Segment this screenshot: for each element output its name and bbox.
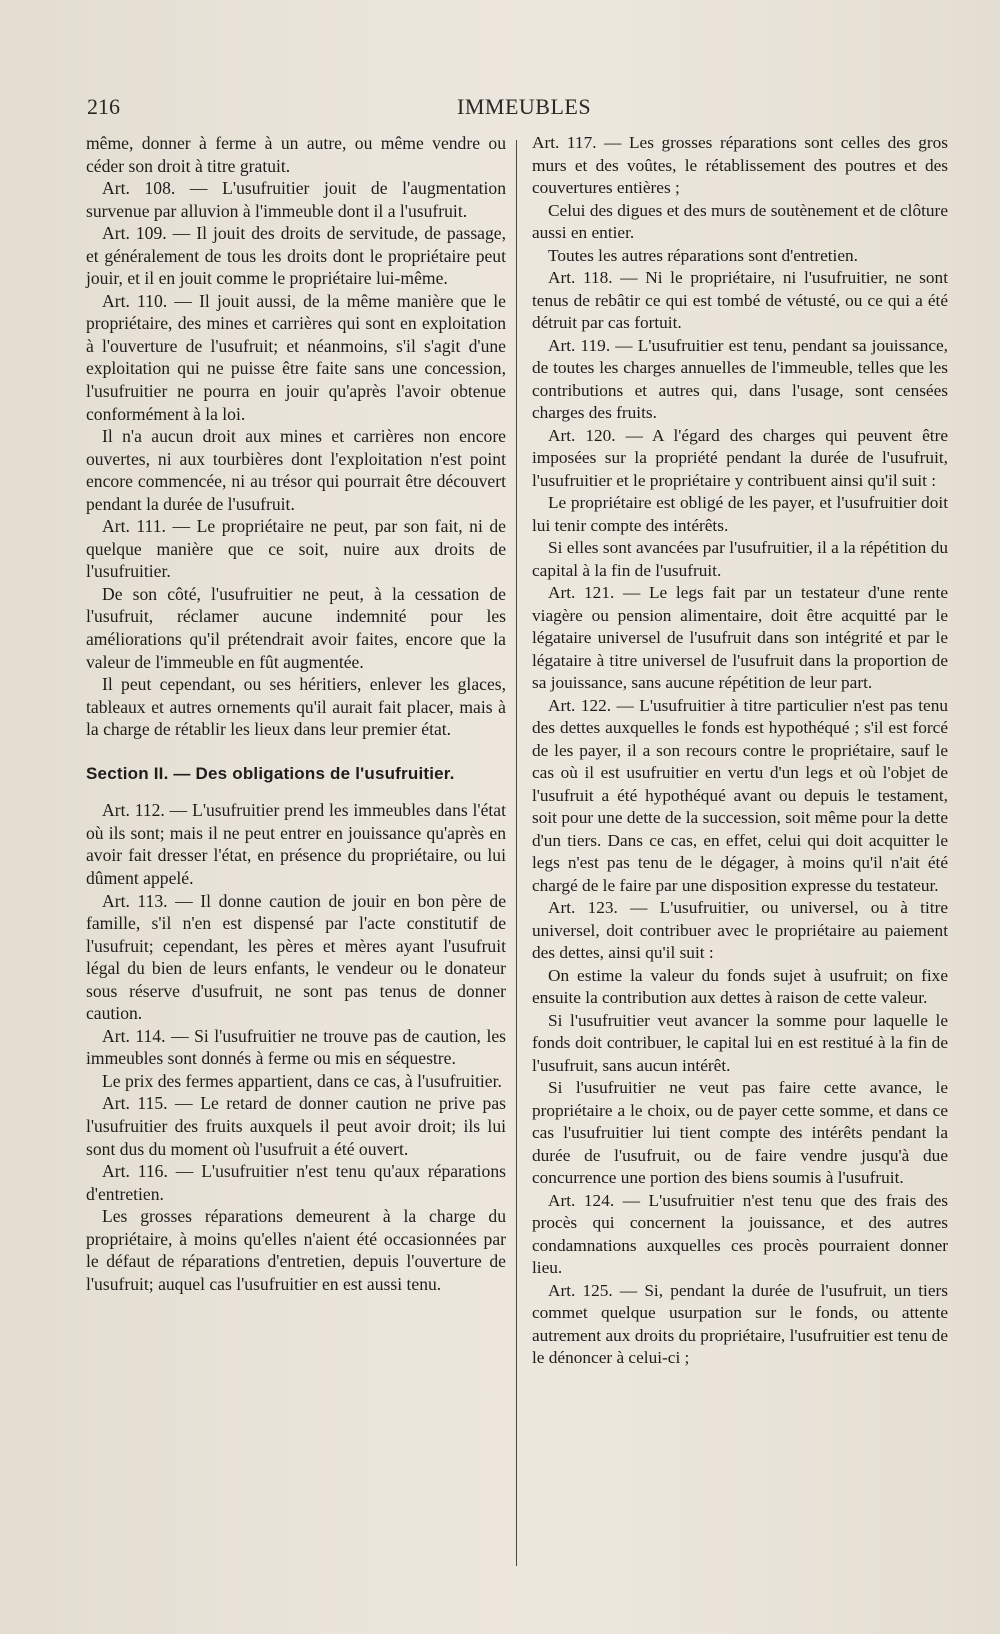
article-111: Art. 111. — Le propriétaire ne peut, par son fait, ni de quelque manière que ce soit, nuire aux droits de l'usufruitier. bbox=[86, 516, 506, 582]
article-118: Art. 118. — Ni le propriétaire, ni l'usufruitier, ne sont tenus de rebâtir ce qui est tombé de vétusté, ou ce qui a été détruit par cas fortuit. bbox=[532, 268, 948, 332]
article-125: Art. 125. — Si, pendant la durée de l'usufruit, un tiers commet quelque usurpation sur le fonds, ou attente autrement aux droits du propriétaire, l'usufruitier est tenu de le dénoncer à celui-ci ; bbox=[532, 1280, 948, 1367]
article-119: Art. 119. — L'usufruitier est tenu, pendant sa jouissance, de toutes les charges annuelles de l'immeuble, telles que les contributions et autres qui, dans l'usage, sont censées charges des fruits. bbox=[532, 335, 948, 422]
paragraph: Le prix des fermes appartient, dans ce cas, à l'usufruitier. bbox=[102, 1070, 502, 1091]
article-113: Art. 113. — Il donne caution de jouir en bon père de famille, s'il n'en est dispensé par l'acte constitutif de l'usufruit; cependant, les pères et mères ayant l'usufruit légal du bien de leurs enfants, le vendeur ou le donateur sous réserve d'usufruit, ne sont pas tenus de donner caution. bbox=[86, 890, 506, 1024]
paragraph: Toutes les autres réparations sont d'entretien. bbox=[548, 245, 858, 265]
article-120: Art. 120. — A l'égard des charges qui peuvent être imposées sur la propriété pendant la durée de l'usufruit, l'usufruitier et le propriétaire y contribuent ainsi qu'il suit : bbox=[532, 425, 948, 490]
paragraph: Si l'usufruitier veut avancer la somme pour laquelle le fonds doit contribuer, le capital lui en est restitué à la fin de l'usufruit, sans aucun intérêt. bbox=[532, 1010, 948, 1075]
article-116: Art. 116. — L'usufruitier n'est tenu qu'aux réparations d'entretien. bbox=[86, 1161, 506, 1204]
paragraph: Il n'a aucun droit aux mines et carrières non encore ouvertes, ni aux tourbières dont l'exploitation n'est point encore commencée, ni au trésor qui pourrait être découvert pendant la durée de l'usufruit. bbox=[86, 426, 506, 514]
section-heading: Section II. — Des obligations de l'usufruitier. bbox=[86, 763, 455, 783]
paragraph: Si elles sont avancées par l'usufruitier, il a la répétition du capital à la fin de l'usufruit. bbox=[532, 538, 948, 580]
article-124: Art. 124. — L'usufruitier n'est tenu que des frais des procès qui concernent la jouissance, et des autres condamnations auxquelles ces procès pourraient donner lieu. bbox=[532, 1190, 948, 1277]
paragraph: Si l'usufruitier ne veut pas faire cette avance, le propriétaire a le choix, ou de payer cette somme, et dans ce cas l'usufruitier lui tient compte des intérêts pendant la durée de l'usufruit, ou de faire vendre jusqu'à due concurrence une portion des biens soumis à l'usufruit. bbox=[532, 1078, 948, 1187]
paragraph: Les grosses réparations demeurent à la charge du propriétaire, à moins qu'elles n'aient été occasionnées par le défaut de réparations d'entretien, depuis l'ouverture de l'usufruit; auquel cas l'usufruitier en est aussi tenu. bbox=[86, 1206, 506, 1294]
page-header bbox=[87, 94, 592, 122]
article-123: Art. 123. — L'usufruitier, ou universel, ou à titre universel, doit contribuer avec le propriétaire au paiement des dettes, ainsi qu'il suit : bbox=[532, 898, 948, 962]
left-column bbox=[86, 132, 506, 1295]
article-114: Art. 114. — Si l'usufruitier ne trouve pas de caution, les immeubles sont donnés à ferme ou mis en séquestre. bbox=[86, 1025, 506, 1069]
article-115: Art. 115. — Le retard de donner caution ne prive pas l'usufruitier des fruits auxquels il peut avoir droit; ils lui sont dus du moment où l'usufruit a été ouvert. bbox=[86, 1093, 506, 1159]
paragraph: On estime la valeur du fonds sujet à usufruit; on fixe ensuite la contribution aux dettes à raison de cette valeur. bbox=[532, 965, 948, 1007]
article-112: Art. 112. — L'usufruitier prend les immeubles dans l'état où ils sont; mais il ne peut entrer en jouissance qu'après en avoir fait dresser l'état, en présence du propriétaire, ou lui dûment appelé. bbox=[86, 800, 506, 888]
article-109: Art. 109. — Il jouit des droits de servitude, de passage, et généralement de tous les droits dont le propriétaire peut jouir, et il en jouit comme le propriétaire lui-même. bbox=[86, 223, 506, 289]
paragraph: Le propriétaire est obligé de les payer, et l'usufruitier doit lui tenir compte des intérêts. bbox=[532, 493, 948, 535]
paragraph: même, donner à ferme à un autre, ou même vendre ou céder son droit à titre gratuit. bbox=[86, 133, 506, 176]
article-122: Art. 122. — L'usufruitier à titre particulier n'est pas tenu des dettes auxquelles le fonds est hypothéqué ; s'il est forcé de les payer, il a son recours contre le propriétaire, sauf le cas où il est usufruitier en vertu d'un legs et où l'objet de l'usufruit a été hypothéqué avant ou depuis le testament, soit pour une dette de la succession, soit même pour la dette d'un tiers. Dans ce cas, en effet, celui qui doit acquitter le legs n'est pas tenu de le dégager, à moins qu'il n'ait été chargé de le faire par une disposition expresse du testateur. bbox=[532, 695, 948, 895]
article-117: Art. 117. — Les grosses réparations sont celles des gros murs et des voûtes, le rétablissement des poutres et des couvertures entières ; bbox=[532, 133, 948, 197]
article-108: Art. 108. — L'usufruitier jouit de l'augmentation survenue par alluvion à l'immeuble dont il a l'usufruit. bbox=[86, 178, 506, 221]
article-110: Art. 110. — Il jouit aussi, de la même manière que le propriétaire, des mines et carrières qui sont en exploitation à l'ouverture de l'usufruit; et néanmoins, s'il s'agit d'une exploitation qui ne puisse être faite sans une concession, l'usufruitier ne pourra en jouir qu'après l'avoir obtenue conformément à la loi. bbox=[86, 290, 506, 424]
article-121: Art. 121. — Le legs fait par un testateur d'une rente viagère ou pension alimentaire, doit être acquitté par le légataire universel de l'usufruit dans son intégrité et par le légataire à titre universel de l'usufruit dans la proportion de sa jouissance, sans aucune répétition de leur part. bbox=[532, 583, 948, 692]
running-title: IMMEUBLES bbox=[457, 94, 592, 119]
paragraph: Celui des digues et des murs de soutènement et de clôture aussi en entier. bbox=[532, 200, 948, 242]
paragraph: Il peut cependant, ou ses héritiers, enlever les glaces, tableaux et autres ornements qu'il aurait fait placer, mais à la charge de rétablir les lieux dans leur premier état. bbox=[86, 674, 506, 740]
column-divider bbox=[516, 140, 517, 1566]
right-column bbox=[532, 132, 948, 1370]
page-number: 216 bbox=[87, 94, 120, 119]
paragraph: De son côté, l'usufruitier ne peut, à la cessation de l'usufruit, réclamer aucune indemnité pour les améliorations qu'il prétendrait avoir faites, encore que la valeur de l'immeuble en fût augmentée. bbox=[86, 583, 506, 672]
